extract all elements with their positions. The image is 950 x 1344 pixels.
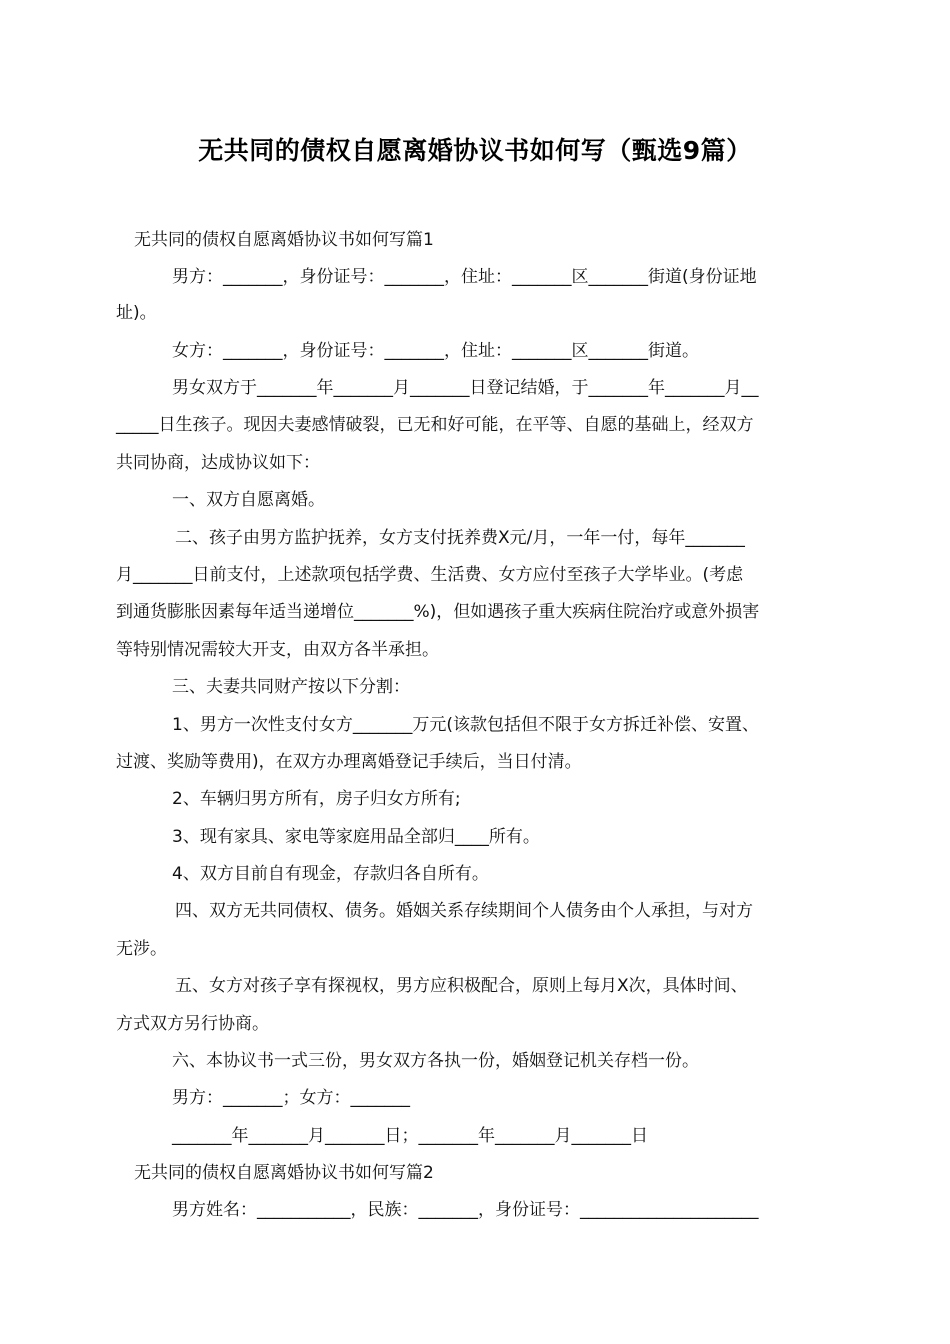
paragraph-line: 二、孩子由男方监护抚养，女方支付抚养费X元/月，一年一付，每年_______ <box>175 528 745 548</box>
paragraph-line: 无涉。 <box>116 939 167 959</box>
paragraph-line: _____日生孩子。现因夫妻感情破裂，已无和好可能，在平等、自愿的基础上，经双方 <box>116 415 754 435</box>
paragraph-line: 1、男方一次性支付女方_______万元(该款包括但不限于女方拆迁补偿、安置、 <box>172 715 759 735</box>
paragraph-line: 男女双方于_______年_______月_______日登记结婚，于_______年_______月__ <box>172 378 759 398</box>
paragraph-line: 到通货膨胀因素每年适当递增位_______%)，但如遇孩子重大疾病住院治疗或意外损害 <box>116 602 760 622</box>
paragraph-line: 五、女方对孩子享有探视权，男方应积极配合，原则上每月X次，具体时间、 <box>175 976 748 996</box>
paragraph-line: 男方姓名：___________，民族：_______，身份证号：_____________________ <box>172 1200 759 1220</box>
paragraph-line: 4、双方目前自有现金，存款归各自所有。 <box>172 864 489 884</box>
paragraph-line: 男方：_______，身份证号：_______，住址：_______区_______街道(身份证地 <box>172 267 757 287</box>
date-line: _______年_______月_______日；_______年_______月_______日 <box>172 1126 648 1146</box>
paragraph-line: 址)。 <box>116 303 157 323</box>
paragraph-line: 四、双方无共同债权、债务。婚姻关系存续期间个人债务由个人承担，与对方 <box>175 901 753 921</box>
paragraph-line: 六、本协议书一式三份，男女双方各执一份，婚姻登记机关存档一份。 <box>172 1051 699 1071</box>
paragraph-line: 共同协商，达成协议如下： <box>116 453 320 473</box>
section-heading-2: 无共同的债权自愿离婚协议书如何写篇2 <box>134 1163 434 1183</box>
paragraph-line: 2、车辆归男方所有，房子归女方所有; <box>172 789 461 809</box>
paragraph-line: 一、双方自愿离婚。 <box>172 490 325 510</box>
paragraph-line: 过渡、奖励等费用)，在双方办理离婚登记手续后，当日付清。 <box>116 752 582 772</box>
paragraph-line: 3、现有家具、家电等家庭用品全部归____所有。 <box>172 827 540 847</box>
paragraph-line: 等特别情况需较大开支，由双方各半承担。 <box>116 640 439 660</box>
document-title: 无共同的债权自愿离婚协议书如何写（甄选9篇） <box>198 136 752 165</box>
signature-line: 男方：_______；女方：_______ <box>172 1088 410 1108</box>
paragraph-line: 女方：_______，身份证号：_______，住址：_______区_______街道。 <box>172 341 699 361</box>
section-heading-1: 无共同的债权自愿离婚协议书如何写篇1 <box>134 230 434 250</box>
paragraph-line: 方式双方另行协商。 <box>116 1014 269 1034</box>
paragraph-line: 三、夫妻共同财产按以下分割： <box>172 677 410 697</box>
paragraph-line: 月_______日前支付，上述款项包括学费、生活费、女方应付至孩子大学毕业。(考虑 <box>116 565 744 585</box>
